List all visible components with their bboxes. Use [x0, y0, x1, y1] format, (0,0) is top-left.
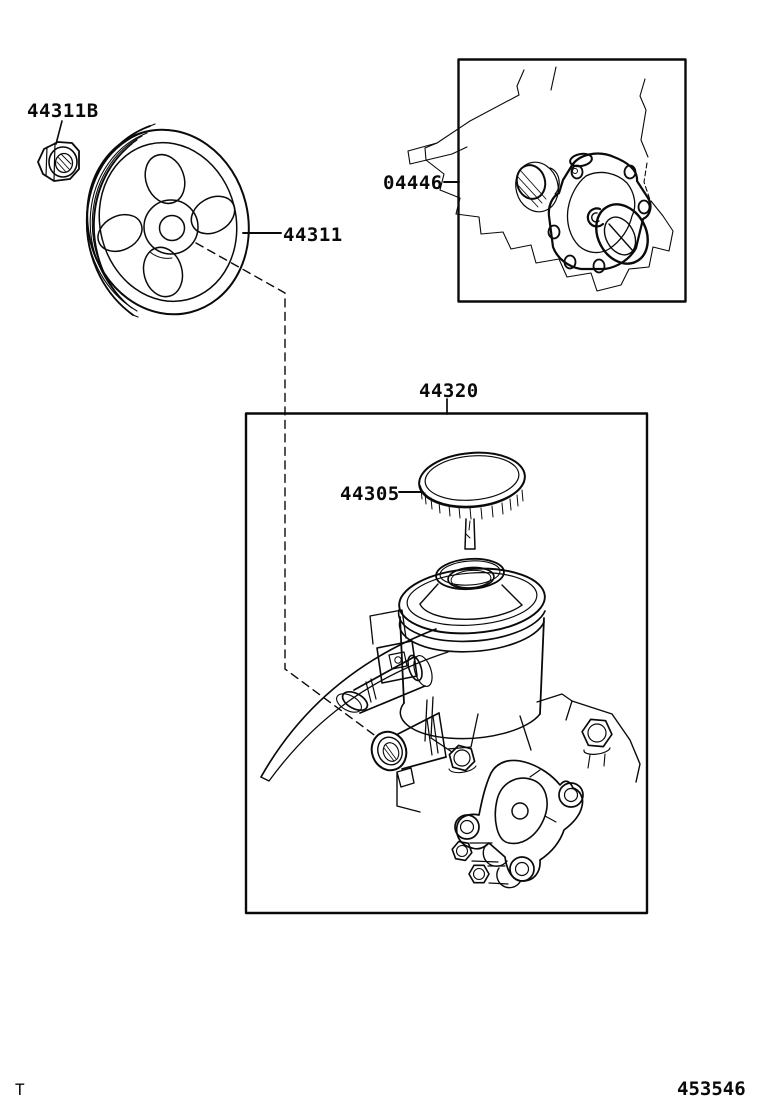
pulley-center-bore: [160, 216, 185, 241]
hex-bolt: [452, 842, 472, 861]
pulley-hole: [185, 189, 242, 241]
hex-bolt: [469, 865, 489, 882]
pulley-drawing: [68, 112, 268, 331]
leader-44311b: [56, 121, 62, 144]
pump-assembly-box: [246, 414, 647, 914]
o-ring: [586, 195, 657, 272]
pulley-hub: [144, 200, 198, 254]
pump-assembly-frame: [246, 414, 647, 914]
footer-left-text: T: [15, 1080, 25, 1099]
gasket-kit-frame: [459, 60, 686, 302]
pump-reservoir-drawing: [261, 557, 640, 888]
figure-number: 453546: [677, 1078, 746, 1100]
part-label-44305[interactable]: 44305: [340, 483, 400, 505]
part-label-04446[interactable]: 04446: [383, 172, 443, 194]
part-label-44320[interactable]: 44320: [419, 380, 479, 402]
part-label-44311[interactable]: 44311: [283, 224, 343, 246]
gasket-kit-box: [408, 60, 686, 302]
leader-lines: [56, 121, 459, 737]
reservoir-cap-drawing: [417, 448, 527, 549]
part-label-44311b[interactable]: 44311B: [27, 100, 99, 122]
pulley-nut-drawing: [38, 142, 79, 181]
